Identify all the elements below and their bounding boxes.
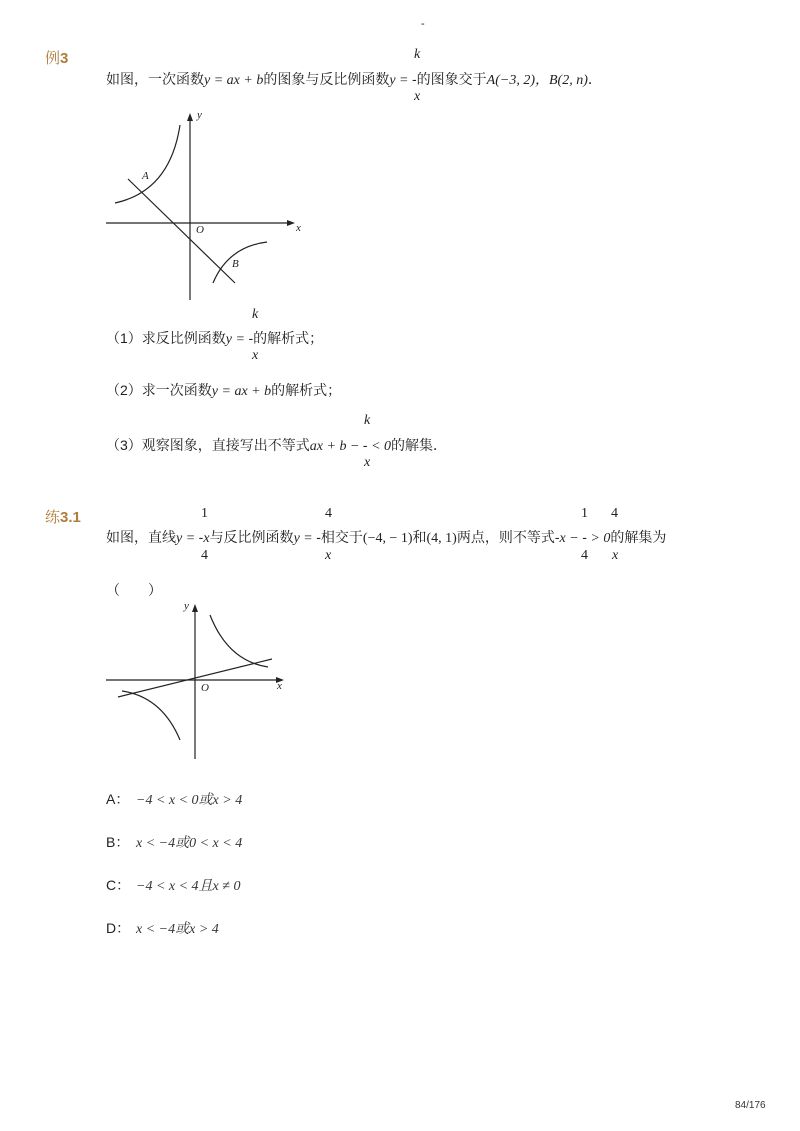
stem-text-3: 的图象交于 [416, 71, 487, 87]
stem-text-2: 的图象与反比例函数 [263, 71, 390, 87]
hyperbola-branch-upper [210, 615, 268, 667]
option-c-key: C： [106, 877, 131, 893]
option-d[interactable] [106, 918, 219, 938]
q3-eq: ax + b − [309, 439, 363, 454]
eq1-frac-denominator: 4 [201, 548, 208, 563]
q3-text: （3）观察图象，直接写出不等式 [106, 437, 310, 453]
q2-text: （2）求一次函数 [106, 382, 212, 398]
point-a-label: A [142, 170, 149, 182]
option-c-text: −4 < x < 4且x ≠ 0 [136, 879, 241, 894]
option-b[interactable] [106, 832, 242, 852]
answer-paren: （ ） [106, 582, 162, 598]
q1-eq: y = [225, 332, 249, 347]
ineq-frac1-numerator: 1 [581, 506, 588, 521]
example-label-number: 3 [60, 50, 69, 67]
stem-end: ． [587, 71, 602, 87]
eq1-frac-numerator: 1 [201, 506, 208, 521]
point-b-label: B [232, 258, 239, 270]
intersection-points: (−4, − 1)和(4, 1) [362, 531, 457, 546]
option-c[interactable] [106, 875, 240, 895]
eq1: y = [176, 531, 199, 546]
hyperbola-branch-lower [213, 242, 267, 283]
hyperbola-branch-lower [122, 691, 180, 740]
linear-function-eq: y = ax + b [204, 73, 264, 88]
fraction-bar: - [316, 529, 321, 545]
question-1 [106, 328, 323, 348]
q3-frac-numerator: k [364, 413, 371, 428]
practice-text-5: 的解集为 [610, 529, 667, 545]
eq2: y = [293, 531, 317, 546]
ineq-var: x − [559, 531, 583, 546]
example-label-prefix: 例 [45, 50, 61, 67]
practice-label-prefix: 练 [45, 509, 61, 526]
ineq-frac2-denominator: x [612, 548, 619, 563]
example-label [45, 47, 68, 68]
x-axis-arrow-icon [287, 220, 295, 226]
header-mark: - [421, 18, 425, 30]
fraction-bar: - [412, 71, 417, 87]
q2-eq: y = ax + b [211, 384, 272, 399]
y-axis-label: y [184, 600, 189, 612]
practice-text-4: 两点，则不等式 [456, 529, 555, 545]
q1-frac-numerator: k [252, 307, 259, 322]
option-b-key: B： [106, 834, 130, 850]
page-number: 84/176 [735, 1100, 766, 1111]
ineq-frac2-numerator: 4 [611, 506, 618, 521]
fraction-bar: - [198, 529, 204, 545]
question-3 [106, 435, 447, 455]
hyperbola-branch-upper [115, 125, 180, 203]
stem-frac-numerator: k [414, 47, 421, 62]
eq1-var: x [203, 531, 210, 546]
q2-text-end: 的解析式； [271, 382, 342, 398]
q1-text-end: 的解析式； [253, 330, 324, 346]
fraction-bar: - [554, 529, 560, 545]
option-a-key: A： [106, 791, 130, 807]
q3-eq-2: < 0 [367, 439, 392, 454]
practice-text-2: 与反比例函数 [209, 529, 294, 545]
origin-label: O [196, 224, 204, 236]
option-a[interactable] [106, 789, 242, 809]
option-d-text: x < −4或x > 4 [136, 922, 219, 937]
option-d-key: D： [106, 920, 131, 936]
option-a-text: −4 < x < 0或x > 4 [136, 793, 243, 808]
y-axis-arrow-icon [187, 113, 193, 121]
question-2 [106, 380, 341, 400]
y-axis-label: y [197, 109, 202, 121]
practice-label [45, 506, 81, 527]
linear-function-line [128, 179, 235, 283]
fraction-bar: - [248, 330, 254, 346]
practice-label-number: 3.1 [60, 509, 81, 526]
q3-text-end: 的解集． [391, 437, 448, 453]
option-b-text: x < −4或0 < x < 4 [136, 836, 243, 851]
stem-text-1: 如图，一次函数 [106, 71, 204, 87]
q1-frac-denominator: x [252, 348, 259, 363]
ineq-end: > 0 [586, 531, 611, 546]
q1-text: （1）求反比例函数 [106, 330, 226, 346]
ineq-frac1-denominator: 4 [581, 548, 588, 563]
eq2-frac-denominator: x [325, 548, 332, 563]
example-graph [100, 105, 300, 305]
practice-text-1: 如图，直线 [106, 529, 176, 545]
q3-frac-denominator: x [364, 455, 371, 470]
practice-stem [106, 527, 666, 547]
eq2-frac-numerator: 4 [325, 506, 332, 521]
x-axis-label: x [277, 680, 282, 692]
stem-frac-denominator: x [414, 89, 421, 104]
origin-label: O [201, 682, 209, 694]
practice-graph [100, 597, 300, 767]
example-stem [106, 69, 602, 89]
fraction-bar: - [362, 437, 368, 453]
y-axis-arrow-icon [192, 604, 198, 612]
fraction-bar: - [582, 529, 587, 545]
inverse-function-eq: y = [389, 73, 412, 88]
x-axis-label: x [296, 222, 301, 234]
intersection-points: A(−3, 2)，B(2, n) [486, 73, 588, 88]
practice-text-3: 相交于 [320, 529, 363, 545]
